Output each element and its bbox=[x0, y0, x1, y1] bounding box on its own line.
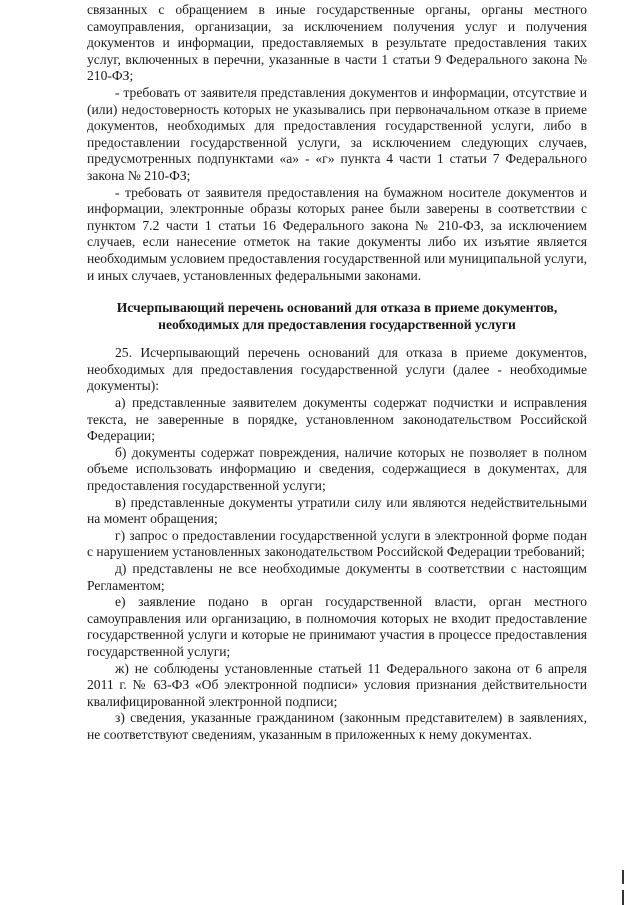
list-item-b: б) документы содержат повреждения, наличие которых не позволяет в полном объеме использовать информацию и сведения, содержащиеся в документах, для предоставления государственной услуги; bbox=[87, 444, 587, 494]
list-item-zh: ж) не соблюдены установленные статьей 11 Федерального закона от 6 апреля 2011 г. № 63-ФЗ «Об электронной подписи» условия признания действительности квалифицированной электронной подписи; bbox=[87, 660, 587, 709]
section-heading: Исчерпывающий перечень оснований для отказа в приеме документов, необходимых для предоставления государственной услуги bbox=[116, 300, 558, 332]
list-item-d: д) представлены не все необходимые документы в соответствии с настоящим Регламентом; bbox=[87, 561, 587, 593]
paragraph-requirement-1: - требовать от заявителя представления документов и информации, отсутствие и (или) недостоверность которых не указывались при первоначальном отказе в приеме документов, необходимых для предоставления государственной услуги, либо в предоставлении государственной услуги, за исключением следующих случаев, предусмотренных подпунктами «а» - «г» пункта 4 части 1 статьи 7 Федерального закона № 210-ФЗ; bbox=[87, 84, 587, 183]
list-item-z: з) сведения, указанные гражданином (законным представителем) в заявлениях, не соответствуют сведениям, указанным в приложенных к нему документах. bbox=[87, 710, 587, 742]
list-item-v: в) представленные документы утратили силу или являются недействительными на момент обращения; bbox=[87, 494, 587, 527]
scan-edge-mark bbox=[622, 890, 624, 905]
list-item-g: г) запрос о предоставлении государственной услуги в электронной форме подан с нарушением установленных законодательством Российской Федерации требований; bbox=[87, 527, 587, 560]
paragraph-requirement-2: - требовать от заявителя предоставления на бумажном носителе документов и информации, электронные образы которых ранее были заверены в соответствии с пунктом 7.2 части 1 статьи 16 Федерального закона № 210-ФЗ, за исключением случаев, если нанесение отметок на такие документы либо их изъятие является необходимым условием предоставления государственной или муниципальной услуги, и иных случаев, установленных федеральными законами. bbox=[87, 184, 587, 283]
list-item-a: а) представленные заявителем документы содержат подчистки и исправления текста, не заверенные в порядке, установленном законодательством Российской Федерации; bbox=[87, 395, 587, 444]
scan-edge-mark bbox=[622, 870, 624, 884]
document-page bbox=[87, 2, 587, 744]
paragraph-continuation: связанных с обращением в иные государственные органы, органы местного самоуправления, организации, за исключением получения услуг и получения документов и информации, предоставляемых в результате предоставления таких услуг, включенных в перечни, указанные в части 1 статьи 9 Федерального закона № 210-ФЗ; bbox=[87, 2, 587, 84]
section-intro: 25. Исчерпывающий перечень оснований для отказа в приеме документов, необходимых для предоставления государственной услуги (далее - необходимые документы): bbox=[87, 345, 587, 394]
list-item-e: е) заявление подано в орган государственной власти, орган местного самоуправления или организацию, в полномочия которых не входит предоставление государственной услуги и которые не принимают участия в процессе предоставления государственной услуги; bbox=[87, 594, 587, 659]
